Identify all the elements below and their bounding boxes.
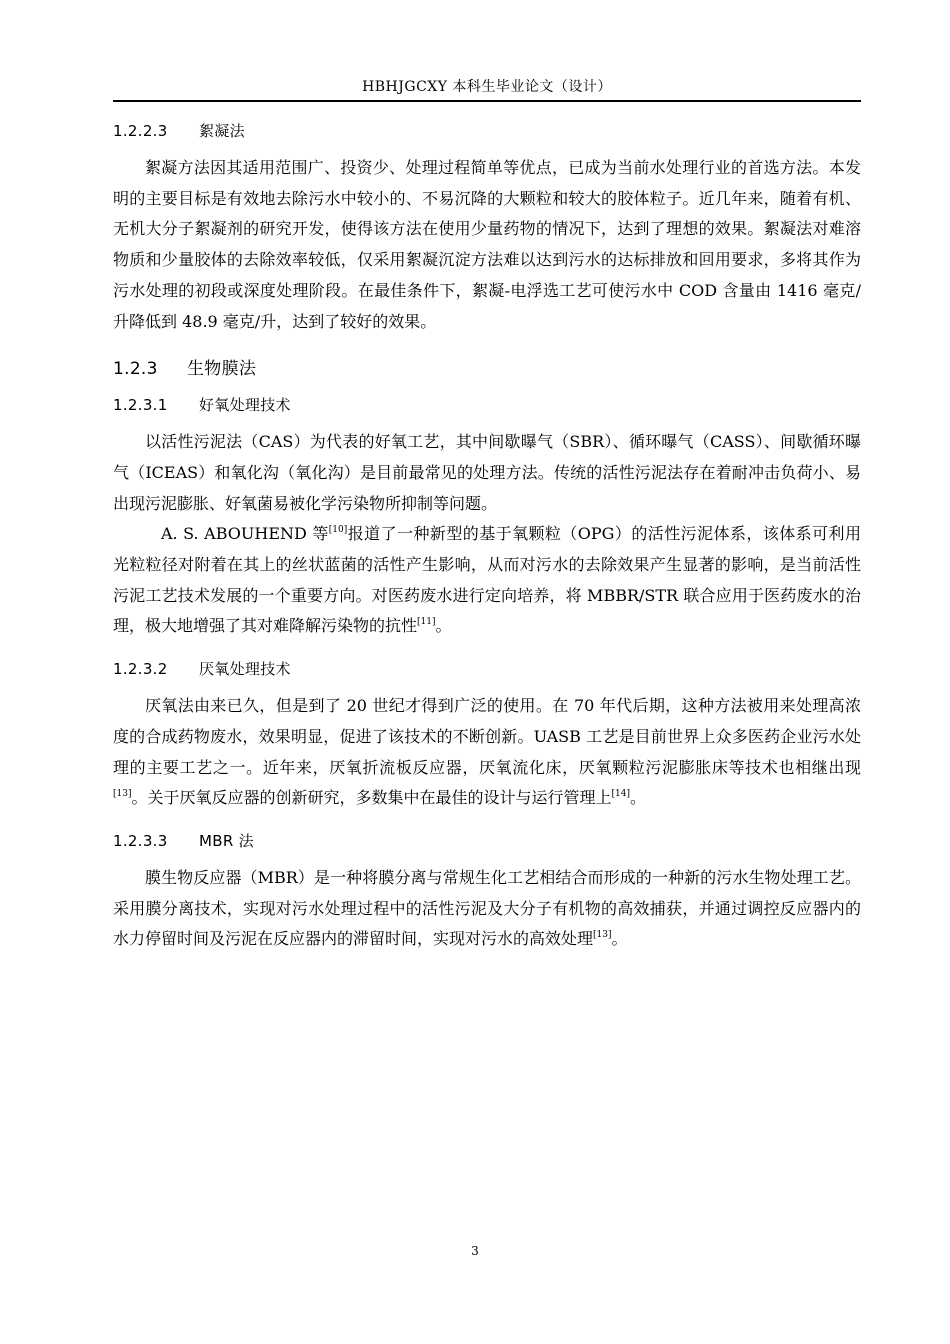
header-rule bbox=[113, 100, 861, 102]
section-title: 絮凝法 bbox=[199, 122, 245, 140]
page-body bbox=[113, 112, 861, 955]
section-heading-1-2-3-1 bbox=[113, 394, 861, 416]
citation-ref: [14] bbox=[611, 789, 630, 800]
section-number: 1.2.3.1 bbox=[113, 396, 168, 415]
section-title: 生物膜法 bbox=[187, 359, 257, 380]
paragraph-text: 。关于厌氧反应器的创新研究，多数集中在最佳的设计与运行管理上 bbox=[131, 788, 612, 808]
section-number: 1.2.2.3 bbox=[113, 122, 168, 140]
paragraph-text: 。 bbox=[435, 616, 452, 636]
section-number: 1.2.3 bbox=[113, 359, 158, 380]
section-title: 好氧处理技术 bbox=[199, 396, 291, 415]
paragraph-flocculation bbox=[113, 153, 861, 337]
paragraph-text: 报道了一种新型的基于氧颗粒（OPG）的活性污泥体系，该体系可利用光粒粒径对附着在其上的丝状蓝菌的活性产生影响，从而对污水的去除效果产生显著的影响，是当前活性污泥工艺技术发展的一个重要方向。对医药废水进行定向培养，将 MBBR/STR 联合应用于医药废水的治理，极大地增强了其对难降解污染物的抗性 bbox=[113, 524, 861, 636]
paragraph-text: 。 bbox=[629, 788, 646, 808]
running-header: HBHJGCXY 本科生毕业论文（设计） bbox=[362, 79, 612, 95]
section-heading-1-2-3-3 bbox=[113, 830, 861, 852]
page-number: 3 bbox=[471, 1244, 479, 1258]
citation-ref: [13] bbox=[113, 789, 132, 800]
section-heading-1-2-3 bbox=[113, 357, 861, 381]
paragraph-text: 絮凝方法因其适用范围广、投资少、处理过程简单等优点，已成为当前水处理行业的首选方法。本发明的主要目标是有效地去除污水中较小的、不易沉降的大颗粒和较大的胶体粒子。近几年来，随着有机、无机大分子絮凝剂的研究开发，使得该方法在使用少量药物的情况下，达到了理想的效果。絮凝法对难溶物质和少量胶体的去除效率较低，仅采用絮凝沉淀方法难以达到污水的达标排放和回用要求，多将其作为污水处理的初段或深度处理阶段。在最佳条件下，絮凝-电浮选工艺可使污水中 COD 含量由 1416 毫克/升降低到 48.9 毫克/升，达到了较好的效果。 bbox=[113, 158, 861, 331]
section-title: 厌氧处理技术 bbox=[199, 660, 291, 679]
citation-ref: [10] bbox=[328, 525, 348, 536]
paragraph-aerobic-2 bbox=[113, 519, 861, 642]
section-number: 1.2.3.3 bbox=[113, 831, 168, 850]
paragraph-text: 膜生物反应器（MBR）是一种将膜分离与常规生化工艺相结合而形成的一种新的污水生物处理工艺。采用膜分离技术，实现对污水处理过程中的活性污泥及大分子有机物的高效捕获，并通过调控反应器内的水力停留时间及污泥在反应器内的滞留时间，实现对污水的高效处理 bbox=[113, 867, 861, 949]
paragraph-text: 厌氧法由来已久，但是到了 20 世纪才得到广泛的使用。在 70 年代后期，这种方法被用来处理高浓度的合成药物废水，效果明显，促进了该技术的不断创新。UASB 工艺是目前世界上众多医药企业污水处理的主要工艺之一。近年来，厌氧折流板反应器，厌氧流化床，厌氧颗粒污泥膨胀床等技术也相继出现 bbox=[113, 696, 861, 777]
section-heading-1-2-3-2 bbox=[113, 658, 861, 680]
section-title: MBR 法 bbox=[199, 831, 254, 850]
citation-ref: [11] bbox=[417, 617, 436, 628]
paragraph-text: 。 bbox=[611, 929, 628, 949]
citation-ref: [13] bbox=[593, 930, 612, 941]
paragraph-text: A. S. ABOUHEND 等 bbox=[161, 524, 329, 544]
paragraph-mbr bbox=[113, 863, 861, 955]
section-number: 1.2.3.2 bbox=[113, 660, 168, 679]
paragraph-aerobic-1 bbox=[113, 427, 861, 519]
paragraph-text: 以活性污泥法（CAS）为代表的好氧工艺，其中间歇曝气（SBR）、循环曝气（CASS）、间歇循环曝气（ICEAS）和氧化沟（氧化沟）是目前最常见的处理方法。传统的活性污泥法存在着耐冲击负荷小、易出现污泥膨胀、好氧菌易被化学污染物所抑制等问题。 bbox=[113, 432, 861, 513]
section-heading-1-2-2-3 bbox=[113, 120, 861, 142]
paragraph-anaerobic bbox=[113, 691, 861, 814]
